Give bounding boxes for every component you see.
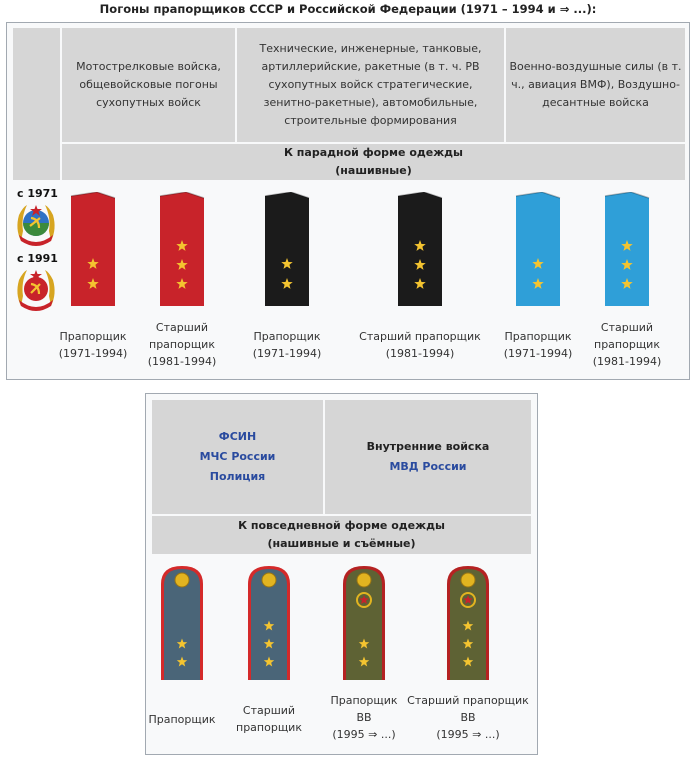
- daily-caption-line: (1995 ⇒ ...): [436, 728, 500, 741]
- shoulder-board: [445, 564, 491, 682]
- shoulder-board: [246, 564, 292, 682]
- year-label-1971: с 1971: [17, 187, 58, 200]
- parade-caption-line: Старший: [600, 321, 654, 334]
- subheader-daily: К повседневной форме одежды (нашивные и съёмные): [152, 516, 531, 554]
- parade-epaulettes-table: [6, 22, 690, 380]
- subheader-parade: К парадной форме одежды (нашивные): [62, 144, 685, 180]
- police-link[interactable]: Полиция: [209, 470, 266, 483]
- fsin-link[interactable]: ФСИН: [218, 430, 257, 443]
- ussr-coat-of-arms-icon: [13, 201, 59, 249]
- shoulder-board-body: [605, 192, 649, 306]
- shoulder-board: [603, 192, 651, 308]
- parade-caption-line: (1981-1994): [147, 355, 217, 368]
- shoulder-board-body: [516, 192, 560, 306]
- button-icon: [175, 573, 189, 587]
- header-technical: Технические, инженерные, танковые, артиллерийские, ракетные (в т. ч. РВ сухопутных войск стратегические, зенитно-ракетные), автомобильные, строительные формирования: [237, 28, 504, 142]
- parade-caption-line: прапорщик: [594, 338, 660, 351]
- parade-caption-line: (1981-1994): [385, 347, 455, 360]
- shoulder-board: [69, 192, 117, 308]
- mchs-link[interactable]: МЧС России: [199, 450, 276, 463]
- parade-caption-line: Прапорщик: [59, 330, 127, 343]
- shoulder-board: [341, 564, 387, 682]
- parade-caption-line: (1971-1994): [503, 347, 573, 360]
- daily-caption-line: (1995 ⇒ ...): [332, 728, 396, 741]
- rsfsr-coat-of-arms-icon: [13, 266, 59, 314]
- mvd-link[interactable]: МВД России: [389, 460, 467, 473]
- shoulder-board-body: [71, 192, 115, 306]
- button-icon: [461, 573, 475, 587]
- shoulder-board: [396, 192, 444, 308]
- header-motor-rifle: Мотострелковые войска, общевойсковые погоны сухопутных войск: [62, 28, 235, 142]
- daily-caption-line: ВВ: [460, 711, 476, 724]
- daily-epaulettes-table: [145, 393, 538, 755]
- daily-caption-line: Старший: [242, 704, 296, 717]
- parade-caption-line: (1981-1994): [592, 355, 662, 368]
- header-internal-troops: [325, 400, 531, 514]
- daily-caption-line: Старший прапорщик: [407, 694, 529, 707]
- button-icon: [262, 573, 276, 587]
- corner-cell: [13, 28, 60, 180]
- parade-caption-line: прапорщик: [149, 338, 215, 351]
- shoulder-board-body: [265, 192, 309, 306]
- daily-caption-line: прапорщик: [236, 721, 302, 734]
- shoulder-board-body: [398, 192, 442, 306]
- header-fsin-mchs-police: [152, 400, 323, 514]
- parade-caption-line: (1971-1994): [252, 347, 322, 360]
- parade-caption-line: Прапорщик: [253, 330, 321, 343]
- button-icon: [357, 573, 371, 587]
- daily-caption-line: Прапорщик: [148, 713, 216, 726]
- shoulder-board: [159, 564, 205, 682]
- page-title: Погоны прапорщиков СССР и Российской Федерации (1971 – 1994 и ⇒ ...):: [99, 2, 597, 16]
- shoulder-board: [514, 192, 562, 308]
- year-label-1991: с 1991: [17, 252, 58, 265]
- shoulder-board: [263, 192, 311, 308]
- internal-troops-label: Внутренние войска: [366, 440, 490, 453]
- daily-caption-line: Прапорщик: [330, 694, 398, 707]
- shoulder-board-body: [160, 192, 204, 306]
- parade-caption-line: (1971-1994): [58, 347, 128, 360]
- parade-caption-line: Прапорщик: [504, 330, 572, 343]
- header-air-force: Военно-воздушные силы (в т. ч., авиация ВМФ), Воздушно-десантные войска: [506, 28, 685, 142]
- daily-caption-line: ВВ: [356, 711, 372, 724]
- parade-caption-line: Старший прапорщик: [359, 330, 481, 343]
- shoulder-board: [158, 192, 206, 308]
- parade-caption-line: Старший: [155, 321, 209, 334]
